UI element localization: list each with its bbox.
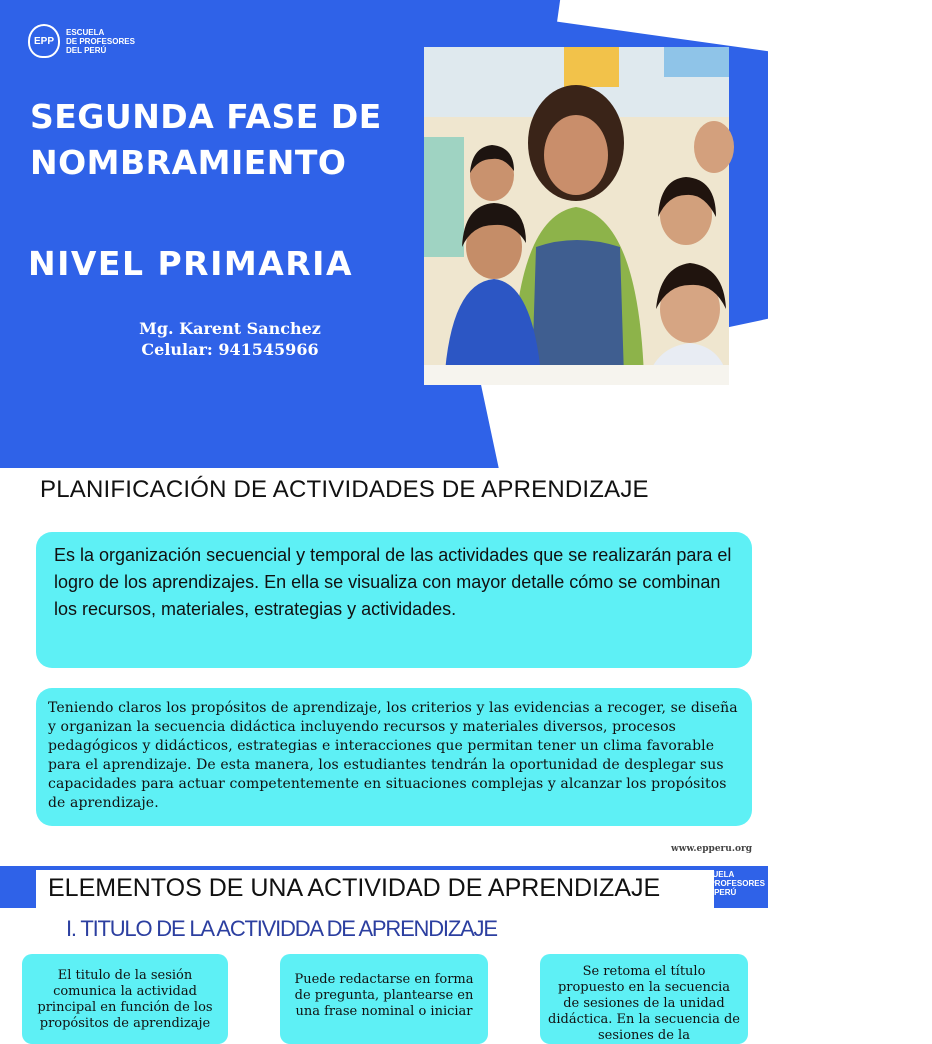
epp-logo-badge: EPP [676,436,702,464]
cover-author-block [100,318,360,360]
elements-title: ELEMENTOS DE UNA ACTIVIDAD DE APRENDIZAJE [48,874,661,902]
planning-slide [0,434,768,860]
epp-logo [676,434,768,466]
info-card: Puede redactarse en forma de pregunta, plantearse en una frase nominal o iniciar [280,954,488,1044]
epp-logo-text: ESCUELA DE PROFESORES DEL PERÚ [66,27,135,55]
epp-logo [28,24,135,58]
cover-slide [0,0,768,468]
cover-title: SEGUNDA FASE DE NOMBRAMIENTO [30,97,382,182]
info-card: El titulo de la sesión comunica la actividad principal en función de los propósitos de aprendizaje [22,954,228,1044]
cover-level: NIVEL PRIMARIA [28,244,353,283]
elements-slide [0,866,768,1043]
author-phone: Celular: 941545966 [141,340,319,359]
epp-logo [690,870,765,897]
definition-box: Es la organización secuencial y temporal de las actividades que se realizarán para el logro de los aprendizajes. En ella se visualiza con mayor detalle cómo se combinan los recursos, materiales, estrategias y actividades. [36,532,752,668]
epp-logo-badge: EPP [28,24,60,58]
planning-title: PLANIFICACIÓN DE ACTIVIDADES DE APRENDIZAJE [40,476,649,503]
info-card: Se retoma el título propuesto en la secuencia de sesiones de la unidad didáctica. En la secuencia de sesiones de la [540,954,748,1044]
elements-subtitle: I. TITULO DE LA ACTIVIDDA DE APRENDIZAJE [66,916,497,941]
classroom-photo [424,47,729,385]
classroom-photo-illustration [424,47,729,385]
epp-logo-text: ESCUELA DE PROFESORES DEL PERÚ [707,434,757,465]
explanation-box: Teniendo claros los propósitos de aprendizaje, los criterios y las evidencias a recoger, se diseña y organizan la secuencia didáctica incluyendo recursos y materiales diversos, procesos pedagógicos y didácticos, estrategias e interacciones que permitan tener un clima favorable para el aprendizaje. De esta manera, los estudiantes tendrán la oportunidad de desplegar sus capacidades para actuar competentemente en situaciones complejas y alcanzar los propósitos de aprendizaje. [36,688,752,826]
website-url: www.epperu.org [671,844,752,854]
epp-logo-text: ESCUELA DE PROFESORES DEL PERÚ [696,870,765,897]
author-name: Mg. Karent Sanchez [139,319,321,338]
